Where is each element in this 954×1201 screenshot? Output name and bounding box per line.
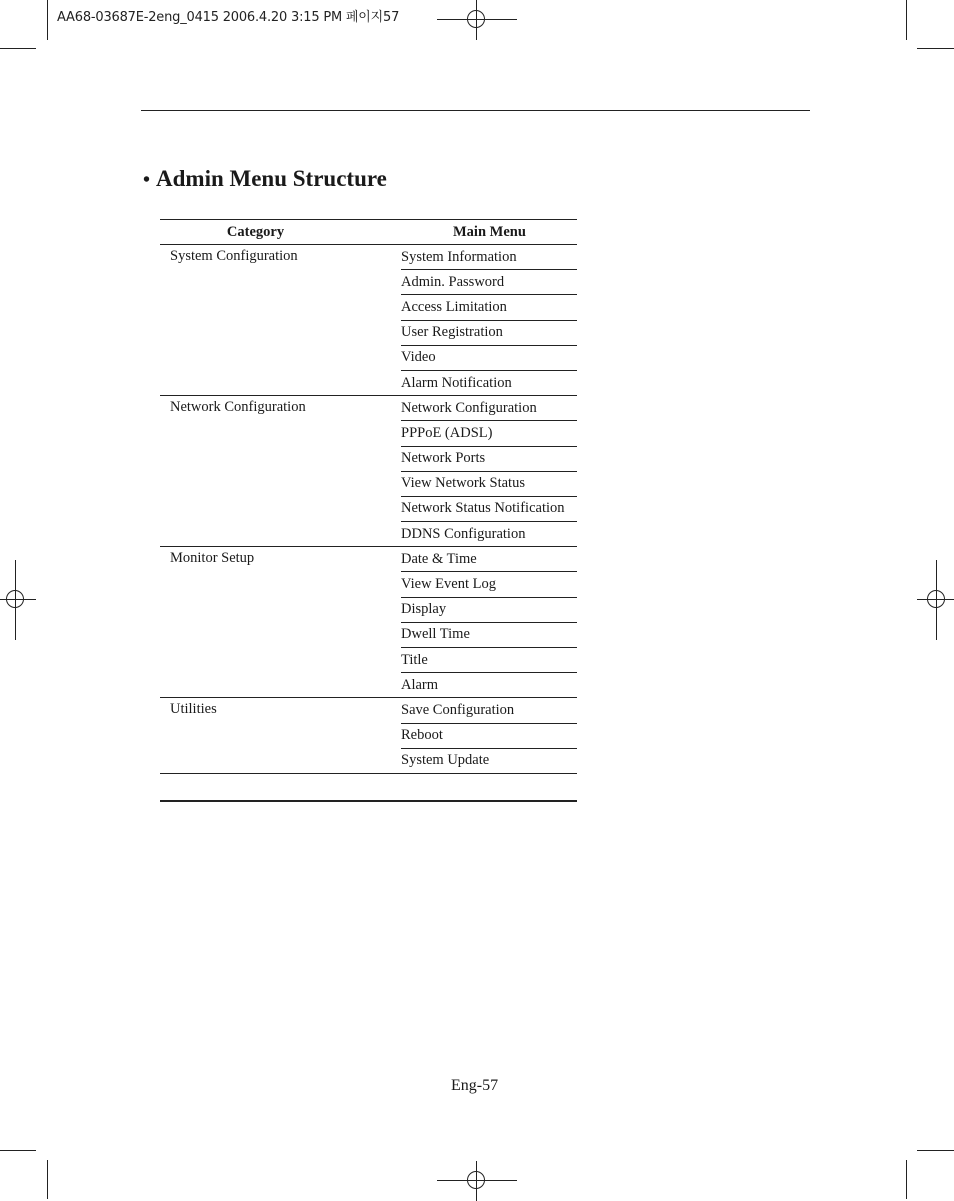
menu-item-cell <box>401 471 577 496</box>
menu-item-label: System Information <box>401 248 517 265</box>
menu-item-label: User Registration <box>401 324 503 341</box>
crop-mark <box>906 0 907 40</box>
crop-mark <box>47 1160 48 1199</box>
menu-item-cell <box>401 748 577 773</box>
menu-item-cell <box>401 547 577 572</box>
page-title <box>143 166 387 192</box>
menu-item-cell <box>401 370 577 395</box>
table-row <box>160 698 577 723</box>
page-title-text: Admin Menu Structure <box>156 166 387 191</box>
bullet-icon: • <box>143 169 151 191</box>
menu-item-cell <box>401 622 577 647</box>
crop-mark <box>47 0 48 40</box>
crop-mark <box>917 48 954 49</box>
crop-mark <box>917 1150 954 1151</box>
menu-item-label: Alarm Notification <box>401 374 512 391</box>
registration-line <box>437 1180 517 1181</box>
menu-item-cell <box>401 698 577 723</box>
menu-item-label: Reboot <box>401 727 443 744</box>
menu-item-cell <box>401 270 577 295</box>
category-cell: Utilities <box>160 698 401 774</box>
menu-item-cell <box>401 245 577 270</box>
print-header: AA68-03687E-2eng_0415 2006.4.20 3:15 PM 페이지57 <box>57 10 400 25</box>
table-header-row <box>160 220 577 245</box>
table-body <box>160 245 577 774</box>
header-rule <box>141 110 810 111</box>
menu-item-cell <box>401 396 577 421</box>
menu-item-cell <box>401 320 577 345</box>
menu-item-label: Save Configuration <box>401 701 515 718</box>
menu-item-label: Access Limitation <box>401 298 507 315</box>
crop-mark <box>0 1150 36 1151</box>
menu-item-label: Network Status Notification <box>401 500 565 517</box>
menu-item-label: View Network Status <box>401 475 525 492</box>
table-row <box>160 396 577 421</box>
admin-menu-table <box>160 219 577 774</box>
registration-line <box>437 19 517 20</box>
registration-line <box>15 560 16 640</box>
menu-item-cell <box>401 295 577 320</box>
menu-item-cell <box>401 648 577 673</box>
registration-mark-bottom <box>457 1161 497 1201</box>
menu-item-label: Display <box>401 601 447 618</box>
menu-item-cell <box>401 522 577 547</box>
menu-item-cell <box>401 597 577 622</box>
table-row <box>160 245 577 270</box>
menu-item-cell <box>401 723 577 748</box>
menu-item-label: View Event Log <box>401 576 496 593</box>
menu-item-label: Admin. Password <box>401 273 505 290</box>
menu-item-label: Network Ports <box>401 450 486 467</box>
registration-mark-left <box>0 580 36 620</box>
menu-item-label: DDNS Configuration <box>401 525 526 542</box>
menu-item-cell <box>401 421 577 446</box>
menu-item-cell <box>401 673 577 698</box>
registration-mark-top <box>457 0 497 40</box>
registration-line <box>936 560 937 640</box>
table-bottom-rule <box>160 800 577 802</box>
menu-item-label: Dwell Time <box>401 626 470 643</box>
menu-item-cell <box>401 572 577 597</box>
crop-mark <box>0 48 36 49</box>
menu-item-label: System Update <box>401 752 490 769</box>
menu-item-label: Title <box>401 651 428 668</box>
page-number: Eng-57 <box>451 1077 499 1094</box>
menu-item-cell <box>401 496 577 521</box>
menu-item-label: Network Configuration <box>401 399 537 416</box>
menu-item-label: Date & Time <box>401 550 477 567</box>
header-main-menu: Main Menu <box>401 220 577 245</box>
menu-item-label: Alarm <box>401 676 439 693</box>
menu-item-label: Video <box>401 349 436 366</box>
category-cell: System Configuration <box>160 245 401 396</box>
crop-mark <box>906 1160 907 1199</box>
menu-item-cell <box>401 345 577 370</box>
category-cell: Network Configuration <box>160 396 401 547</box>
category-cell: Monitor Setup <box>160 547 401 698</box>
header-category: Category <box>160 220 401 245</box>
menu-item-label: PPPoE (ADSL) <box>401 424 493 441</box>
menu-item-cell <box>401 446 577 471</box>
table-row <box>160 547 577 572</box>
